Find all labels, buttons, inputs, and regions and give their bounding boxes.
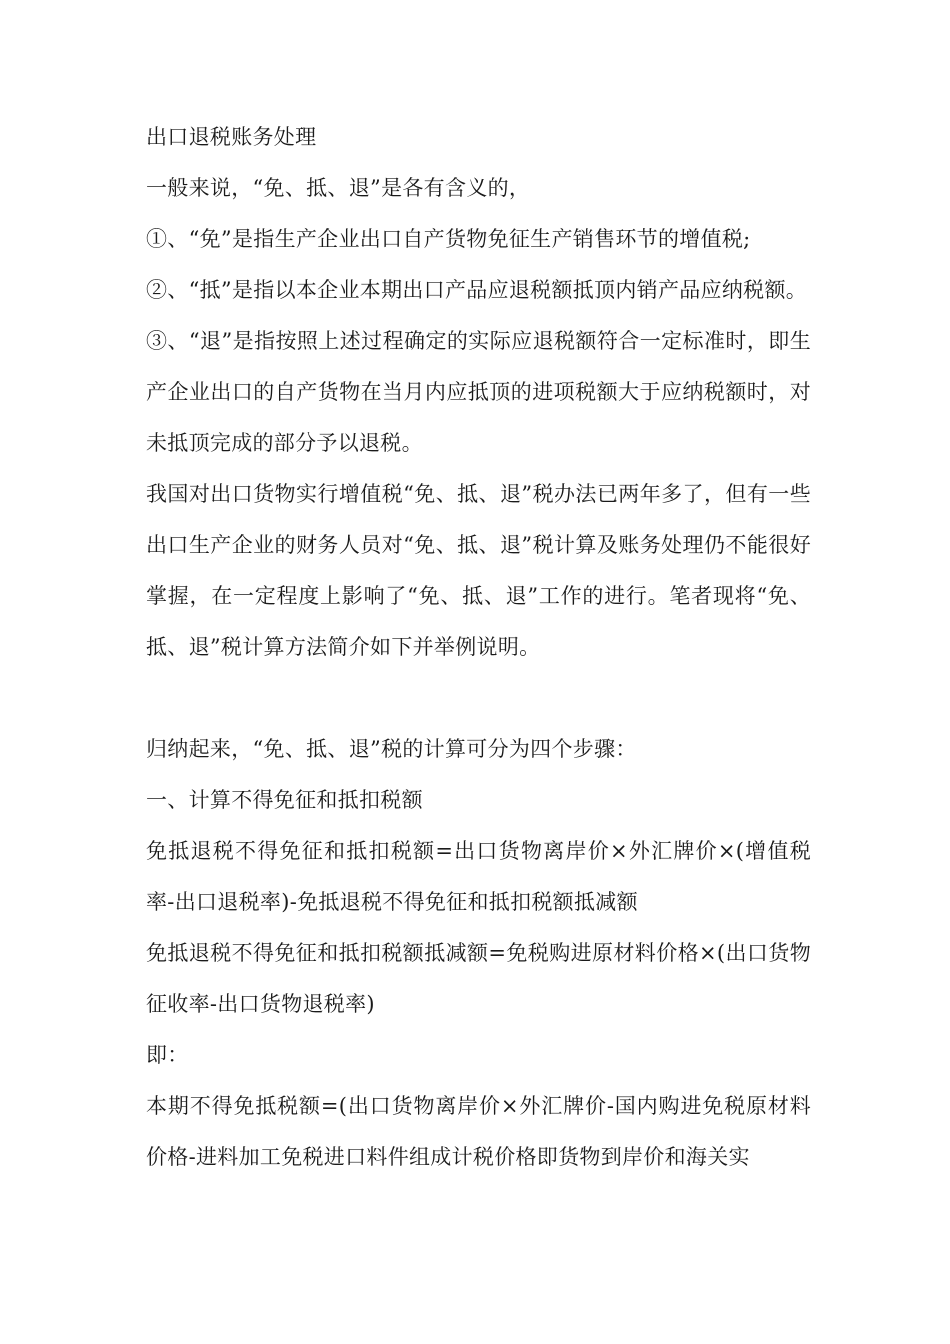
paragraph-di-definition: ②、“抵”是指以本企业本期出口产品应退税额抵顶内销产品应纳税额。 — [146, 278, 808, 302]
formula-deduction-amount: 免抵退税不得免征和抵扣税额抵减额=免税购进原材料价格×(出口货物征收率-出口货物退税率) — [146, 941, 811, 1016]
blank-line — [146, 673, 811, 724]
paragraph-namely: 即： — [146, 1043, 189, 1067]
document-body — [146, 112, 811, 1183]
paragraph-intro: 一般来说，“免、抵、退”是各有含义的， — [146, 176, 531, 200]
paragraph-background: 我国对出口货物实行增值税“免、抵、退”税办法已两年多了，但有一些出口生产企业的财务人员对“免、抵、退”税计算及账务处理仍不能很好掌握，在一定程度上影响了“免、抵、退”工作的进行。笔者现将“免、抵、退”税计算方法简介如下并举例说明。 — [146, 482, 811, 659]
document-title: 出口退税账务处理 — [146, 125, 317, 149]
paragraph-four-steps: 归纳起来，“免、抵、退”税的计算可分为四个步骤： — [146, 737, 637, 761]
paragraph-tui-definition: ③、“退”是指按照上述过程确定的实际应退税额符合一定标准时，即生产企业出口的自产货物在当月内应抵顶的进项税额大于应纳税额时，对未抵顶完成的部分予以退税。 — [146, 329, 811, 455]
paragraph-mian-definition: ①、“免”是指生产企业出口自产货物免征生产销售环节的增值税; — [146, 227, 751, 251]
formula-current-period: 本期不得免抵税额=(出口货物离岸价×外汇牌价-国内购进免税原材料价格-进料加工免税进口料件组成计税价格即货物到岸价和海关实 — [146, 1094, 811, 1169]
section-heading-step-one: 一、计算不得免征和抵扣税额 — [146, 788, 423, 812]
formula-non-exempt-tax: 免抵退税不得免征和抵扣税额=出口货物离岸价×外汇牌价×(增值税率-出口退税率)-免抵退税不得免征和抵扣税额抵减额 — [146, 839, 811, 914]
